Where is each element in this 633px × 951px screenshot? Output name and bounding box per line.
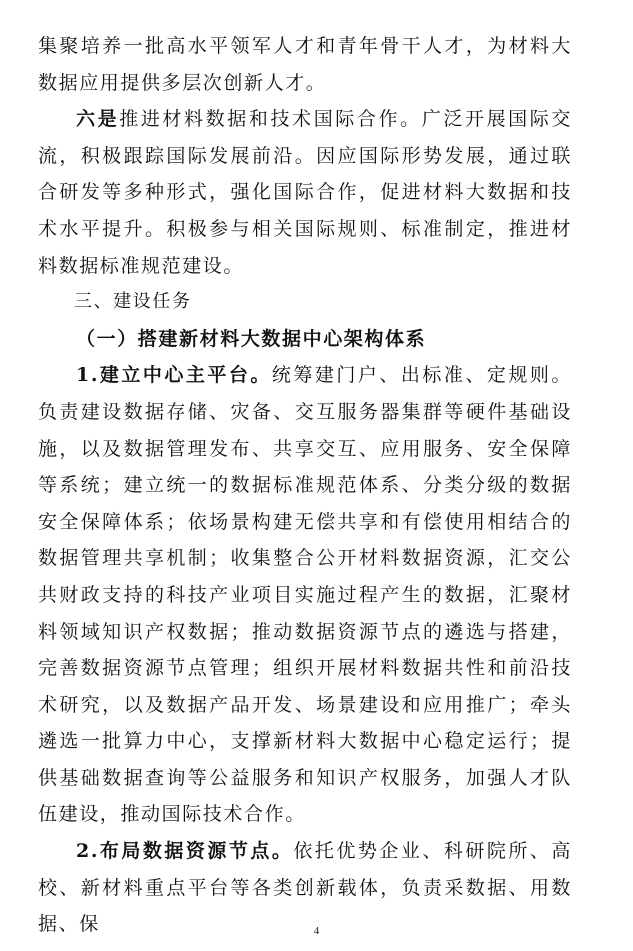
paragraph-main-platform [38,357,572,833]
document-body [38,28,572,943]
paragraph-text: 推进材料数据和技术国际合作。广泛开展国际交流，积极跟踪国际发展前沿。因应国际形势发展，通过联合研发等多种形式，强化国际合作，促进材料大数据和技术水平提升。积极参与相关国际规则、标准制定，推进材料数据标准规范建设。 [38,108,572,277]
paragraph-continued [38,28,572,101]
paragraph-lead: 2.布局数据资源节点。 [76,840,294,863]
paragraph-text: 集聚培养一批高水平领军人才和青年骨干人才，为材料大数据应用提供多层次创新人才。 [38,35,572,94]
page-number: 4 [313,925,320,937]
subsection-heading: （一）搭建新材料大数据中心架构体系 [76,327,427,350]
paragraph-lead: 六是 [76,108,120,131]
paragraph-text: 统筹建门户、出标准、定规则。负责建设数据存储、灾备、交互服务器集群等硬件基础设施，以及数据管理发布、共享交互、应用服务、安全保障等系统；建立统一的数据标准规范体系、分类分级的数据安全保障体系；依场景构建无偿共享和有偿使用相结合的数据管理共享机制；收集整合公开材料数据资源，汇交公共财政支持的科技产业项目实施过程产生的数据，汇聚材料领域知识产权数据；推动数据资源节点的遴选与搭建，完善数据资源节点管理；组织开展材料数据共性和前沿技术研究，以及数据产品开发、场景建设和应用推广；牵头遴选一批算力中心，支撑新材料大数据中心稳定运行；提供基础数据查询等公益服务和知识产权服务，加强人才队伍建设，推动国际技术合作。 [38,364,572,826]
section-heading: 三、建设任务 [74,291,192,313]
paragraph-lead: 1.建立中心主平台。 [76,364,272,387]
paragraph-text: 依托优势企业、科研院所、高校、新材料重点平台等各类创新载体，负责采数据、用数据、保 [38,840,572,936]
paragraph-international-cooperation [38,101,572,284]
